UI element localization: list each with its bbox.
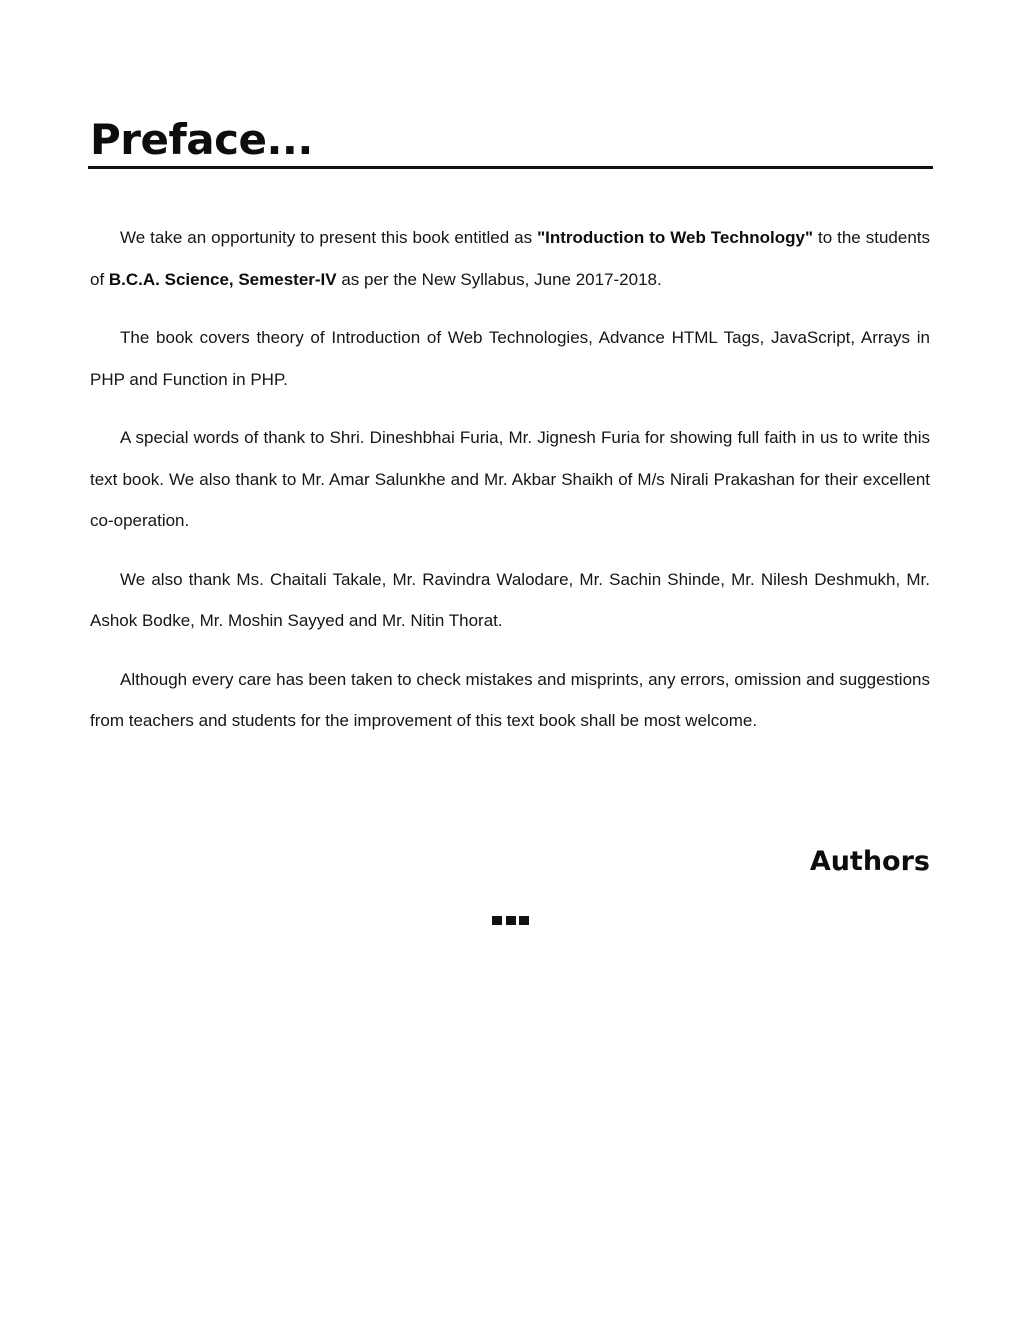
signature-authors: Authors <box>809 846 930 877</box>
paragraph-coverage: The book covers theory of Introduction of Web Technologies, Advance HTML Tags, JavaScript, Arrays in PHP and Function in PHP. <box>90 328 930 389</box>
end-square-icon <box>492 916 502 925</box>
intro-text-end: as per the New Syllabus, June 2017-2018. <box>336 269 662 289</box>
end-mark-squares-icon <box>492 916 529 925</box>
paragraph-errors-note: Although every care has been taken to check mistakes and misprints, any errors, omission and suggestions from teachers and students for the improvement of this text book shall be most welcome. <box>90 669 930 730</box>
paragraph-intro <box>90 217 930 300</box>
end-square-icon <box>506 916 516 925</box>
title-underline-divider <box>88 166 933 169</box>
preface-body <box>90 217 930 759</box>
intro-text-middle: to the students of <box>90 228 930 289</box>
book-title: "Introduction to Web Technology" <box>537 228 813 247</box>
course-name: B.C.A. Science, Semester-IV <box>108 269 337 289</box>
page-title: Preface... <box>90 115 313 164</box>
paragraph-thanks-contributors: We also thank Ms. Chaitali Takale, Mr. Ravindra Walodare, Mr. Sachin Shinde, Mr. Nilesh Deshmukh, Mr. Ashok Bodke, Mr. Moshin Sayyed and Mr. Nitin Thorat. <box>90 569 930 630</box>
intro-text-start: We take an opportunity to present this book entitled as <box>120 228 538 247</box>
end-square-icon <box>519 916 529 925</box>
paragraph-thanks-publisher: A special words of thank to Shri. Dineshbhai Furia, Mr. Jignesh Furia for showing full faith in us to write this text book. We also thank to Mr. Amar Salunkhe and Mr. Akbar Shaikh of M/s Nirali Prakashan for their excellent co-operation. <box>90 428 930 530</box>
